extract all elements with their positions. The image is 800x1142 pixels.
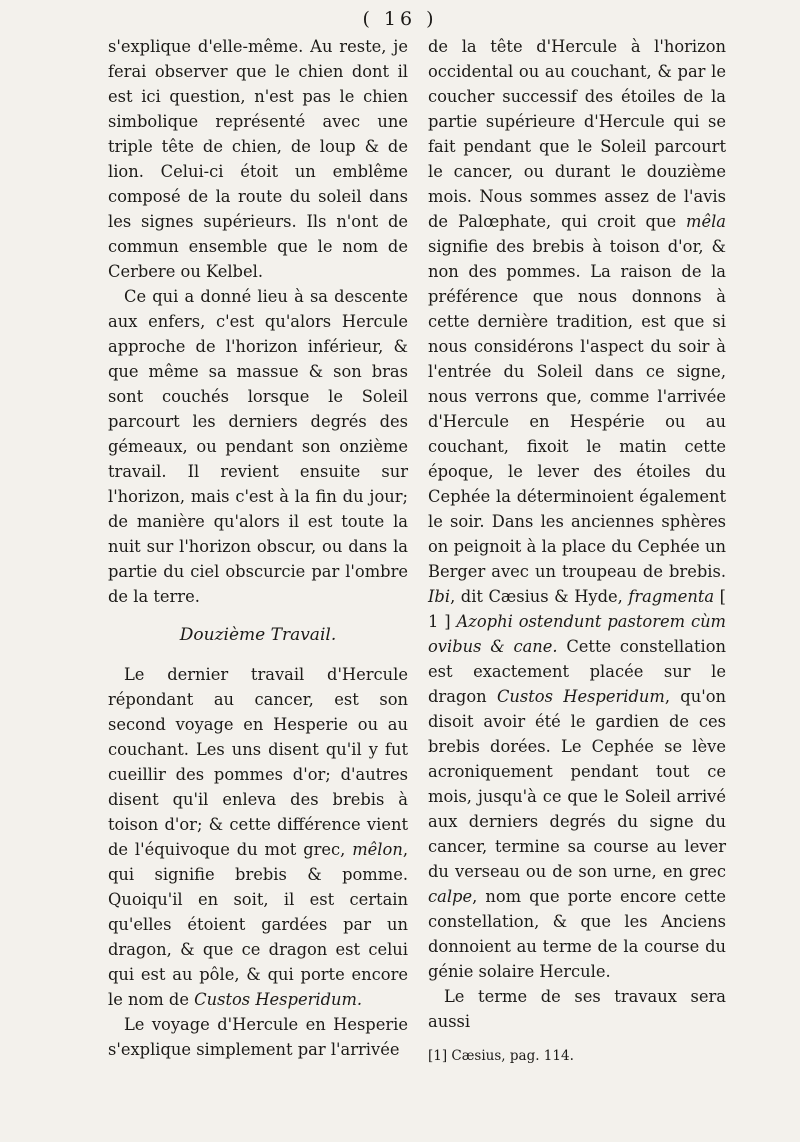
italic-term: Custos Hesperidum. — [194, 990, 363, 1009]
italic-term: Custos Hesperidum — [496, 687, 665, 706]
italic-term: fragmenta — [628, 587, 715, 606]
italic-term: Ibi — [428, 587, 451, 606]
text-run: de la tête d'Hercule à l'horizon occidental ou au couchant, & par le coucher successif des étoiles de la partie supérieure d'Hercule qui se fait pendant que le Soleil parcourt le cancer, ou durant le douzième mois. Nous sommes assez de l'avis de Palœphate, qui croit que — [428, 37, 726, 231]
italic-term: mêla — [686, 212, 726, 231]
paragraph — [428, 34, 726, 984]
left-column — [108, 34, 408, 1062]
italic-term: calpe — [428, 887, 473, 906]
text-run: Le dernier travail d'Hercule répondant au cancer, est son second voyage en Hesperie ou au couchant. Les uns disent qu'il y fut cueillir des pommes d'or; d'autres disent qu'il enleva des brebis à toison d'or; & cette différence vient de l'équivoque du mot grec, — [108, 665, 408, 859]
text-run: , qu'on disoit avoir été le gardien de ces brebis dorées. Le Cephée se lève acroniquement pendant tout ce mois, jusqu'à ce que le Soleil arrivé aux derniers degrés du signe du cancer, termine sa course au lever du verseau ou de son urne, en grec — [428, 687, 726, 881]
paragraph — [108, 662, 408, 1012]
paragraph: Le voyage d'Hercule en Hesperie s'explique simplement par l'arrivée — [108, 1015, 408, 1059]
page-number: ( 16 ) — [362, 8, 438, 30]
paragraph: s'explique d'elle-même. Au reste, je ferai observer que le chien dont il est ici question, n'est pas le chien simbolique représenté avec une triple tête de chien, de loup & de lion. Celui-ci étoit un emblême composé de la route du soleil dans les signes supérieurs. Ils n'ont de commun ensemble que le nom de Cerbere ou Kelbel. — [108, 37, 408, 281]
paragraph: Le terme de ses travaux sera aussi — [428, 987, 726, 1031]
paragraph: Ce qui a donné lieu à sa descente aux enfers, c'est qu'alors Hercule approche de l'horizon inférieur, & que même sa massue & son bras sont couchés lorsque le Soleil parcourt les derniers degrés des gémeaux, ou pendant son onzième travail. Il revient ensuite sur l'horizon, mais c'est à la fin du jour; de manière qu'alors il est toute la nuit sur l'horizon obscur, ou dans la partie du ciel obscurcie par l'ombre de la terre. — [108, 287, 408, 606]
footnote-ref: [ 1 ] — [428, 587, 726, 631]
text-run: , nom que porte encore cette constellation, & que les Anciens donnoient au terme de la course du génie solaire Hercule. — [428, 887, 726, 981]
section-heading: Douzième Travail. — [179, 625, 337, 645]
italic-term: mêlon — [352, 840, 403, 859]
italic-term: Azophi ostendunt pastorem cùm ovibus & cane. — [428, 612, 726, 656]
text-run: signifie des brebis à toison d'or, & non des pommes. La raison de la préférence que nous donnons à cette dernière tradition, est que si nous considérons l'aspect du soir à l'entrée du Soleil dans ce signe, nous verrons que, comme l'arrivée d'Hercule en Hespérie ou au couchant, fixoit le matin cette époque, le lever des étoiles du Cephée la déterminoient également le soir. Dans les anciennes sphères on peignoit à la place du Cephée un Berger avec un troupeau de brebis. — [428, 237, 726, 581]
text-run: , dit Cæsius & Hyde, — [450, 587, 629, 606]
right-column — [428, 34, 726, 1069]
footnote: [1] Cæsius, pag. 114. — [428, 1048, 574, 1064]
text-run: Cette constellation est exactement placée sur le dragon — [428, 637, 727, 706]
text-run: , qui signifie brebis & pomme. Quoiqu'il en soit, il est certain qu'elles étoient gardées par un dragon, & que ce dragon est celui qui est au pôle, & qui porte encore le nom de — [108, 840, 408, 1009]
